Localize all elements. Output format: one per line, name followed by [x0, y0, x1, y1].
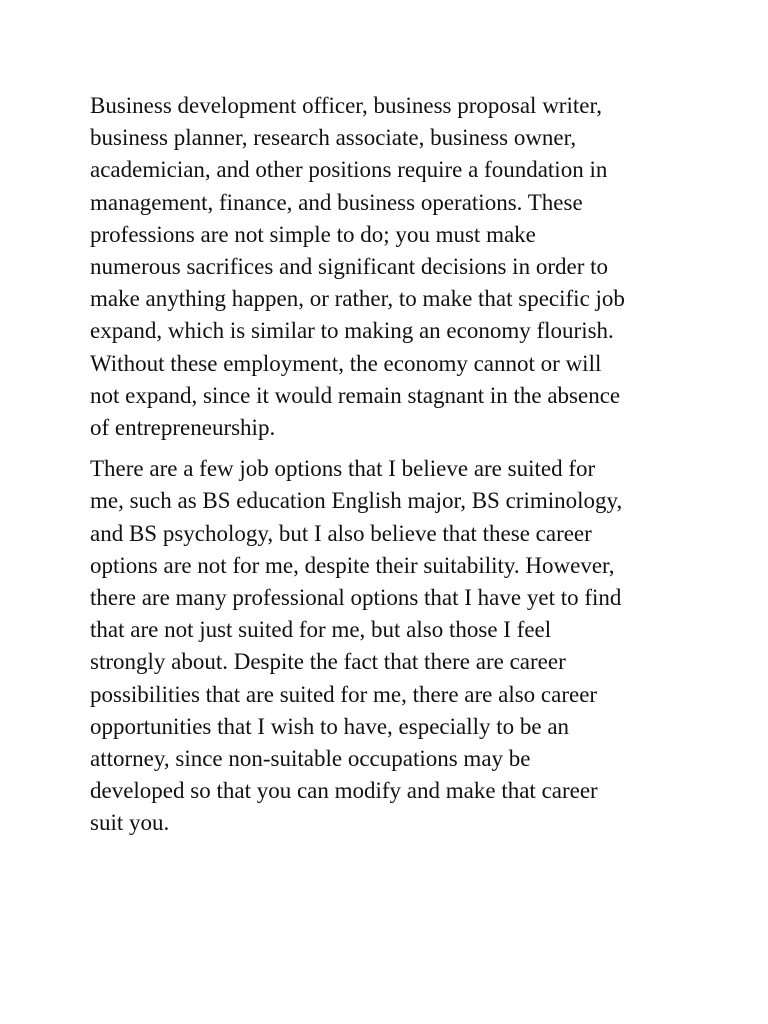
- text-line: management, finance, and business operations. These: [90, 189, 583, 215]
- text-line: developed so that you can modify and make that career: [90, 778, 598, 804]
- body-text: [90, 90, 690, 840]
- text-line: there are many professional options that I have yet to find: [90, 585, 622, 611]
- text-line: attorney, since non-suitable occupations may be: [90, 746, 531, 772]
- text-line: opportunities that I wish to have, especially to be an: [90, 713, 570, 739]
- text-line: of entrepreneurship.: [90, 415, 276, 441]
- text-line: suit you.: [90, 810, 170, 836]
- text-line: options are not for me, despite their suitability. However,: [90, 552, 615, 578]
- text-line: that are not just suited for me, but also those I feel: [90, 617, 552, 643]
- text-line: Business development officer, business proposal writer,: [90, 93, 602, 118]
- text-line: academician, and other positions require a foundation in: [90, 157, 608, 183]
- paragraph-1: [90, 90, 690, 444]
- text-line: numerous sacrifices and significant decisions in order to: [90, 254, 608, 280]
- text-line: and BS psychology, but I also believe that these career: [90, 520, 592, 546]
- text-line: expand, which is similar to making an economy flourish.: [90, 318, 614, 344]
- text-line: me, such as BS education English major, BS criminology,: [90, 488, 623, 514]
- text-line: Without these employment, the economy cannot or will: [90, 350, 602, 376]
- text-line: make anything happen, or rather, to make that specific job: [90, 286, 625, 312]
- text-line: possibilities that are suited for me, there are also career: [90, 681, 598, 707]
- text-line: professions are not simple to do; you must make: [90, 221, 536, 247]
- text-line: not expand, since it would remain stagnant in the absence: [90, 382, 621, 408]
- text-line: There are a few job options that I believe are suited for: [90, 456, 596, 482]
- paragraph-2: [90, 453, 690, 839]
- text-line: strongly about. Despite the fact that there are career: [90, 649, 566, 675]
- text-line: business planner, research associate, business owner,: [90, 125, 577, 151]
